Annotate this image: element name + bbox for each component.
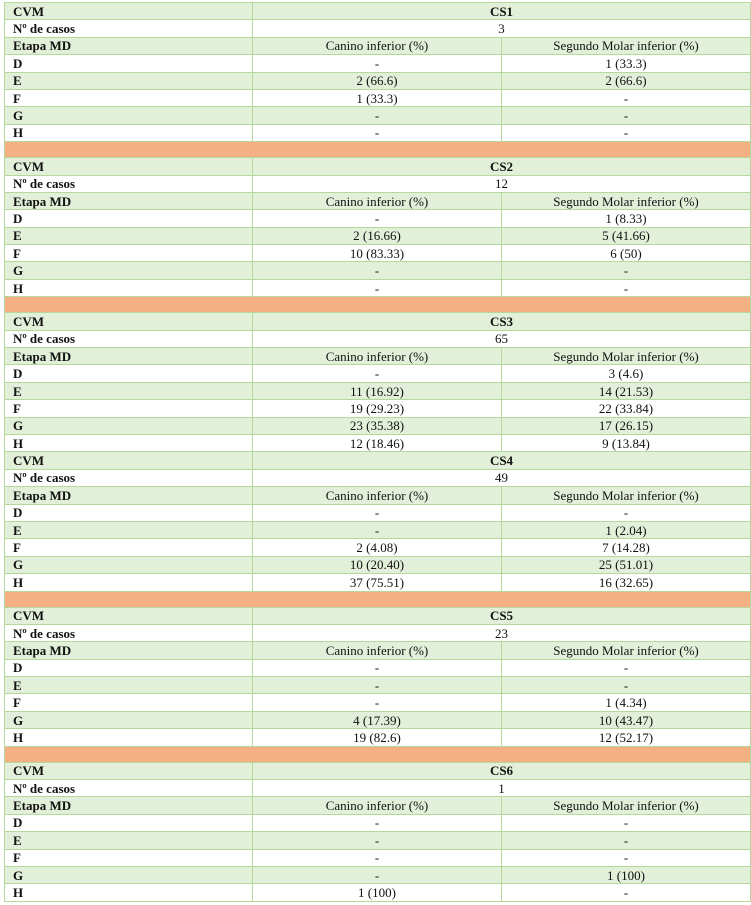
canine-value: 10 (20.40) (253, 556, 502, 573)
table-row (5, 832, 751, 849)
canine-value: - (253, 262, 502, 279)
canine-value: - (253, 521, 502, 538)
cases-label: Nº de casos (5, 780, 253, 797)
stage-cell: G (5, 711, 253, 728)
molar-value: - (502, 107, 751, 124)
table-row (5, 210, 751, 227)
cvm-label: CVM (5, 3, 253, 20)
stage-label: Etapa MD (5, 192, 253, 209)
molar-header: Segundo Molar inferior (%) (502, 797, 751, 814)
molar-value: 1 (8.33) (502, 210, 751, 227)
cases-count: 65 (253, 330, 751, 347)
cases-count: 3 (253, 20, 751, 37)
molar-value: - (502, 884, 751, 901)
canine-value: 1 (33.3) (253, 89, 502, 106)
column-header-row (5, 348, 751, 365)
cvm-header-row (5, 3, 751, 20)
molar-value: 3 (4.6) (502, 365, 751, 382)
cases-count: 49 (253, 469, 751, 486)
stage-cell: G (5, 866, 253, 883)
cvm-header-row (5, 762, 751, 779)
stage-cell: F (5, 694, 253, 711)
table-row (5, 124, 751, 141)
table-row (5, 659, 751, 676)
cvm-label: CVM (5, 452, 253, 469)
stage-cell: G (5, 417, 253, 434)
cases-row (5, 780, 751, 797)
canine-value: 19 (29.23) (253, 400, 502, 417)
table-row (5, 107, 751, 124)
table-row (5, 849, 751, 866)
table-row (5, 417, 751, 434)
molar-value: - (502, 814, 751, 831)
cases-count: 1 (253, 780, 751, 797)
table-row (5, 382, 751, 399)
table-row (5, 245, 751, 262)
molar-value: 5 (41.66) (502, 227, 751, 244)
molar-value: - (502, 262, 751, 279)
molar-value: - (502, 504, 751, 521)
molar-header: Segundo Molar inferior (%) (502, 192, 751, 209)
canine-value: - (253, 677, 502, 694)
molar-value: - (502, 89, 751, 106)
cs-stage-title: CS1 (253, 3, 751, 20)
cs-stage-title: CS3 (253, 313, 751, 330)
cases-label: Nº de casos (5, 330, 253, 347)
cases-label: Nº de casos (5, 624, 253, 641)
cases-row (5, 330, 751, 347)
molar-value: 22 (33.84) (502, 400, 751, 417)
canine-value: 23 (35.38) (253, 417, 502, 434)
canine-header: Canino inferior (%) (253, 348, 502, 365)
stage-cell: F (5, 849, 253, 866)
table-row (5, 866, 751, 883)
canine-value: 37 (75.51) (253, 574, 502, 591)
cases-count: 23 (253, 624, 751, 641)
molar-header: Segundo Molar inferior (%) (502, 487, 751, 504)
stage-cell: F (5, 400, 253, 417)
canine-value: - (253, 832, 502, 849)
column-header-row (5, 192, 751, 209)
separator-row (5, 297, 751, 313)
separator-band (5, 591, 751, 607)
cvm-stage-table (4, 2, 751, 902)
cases-row (5, 20, 751, 37)
canine-header: Canino inferior (%) (253, 797, 502, 814)
molar-header: Segundo Molar inferior (%) (502, 37, 751, 54)
cases-label: Nº de casos (5, 469, 253, 486)
stage-label: Etapa MD (5, 37, 253, 54)
molar-value: - (502, 832, 751, 849)
cs-stage-title: CS2 (253, 158, 751, 175)
stage-cell: H (5, 574, 253, 591)
separator-band (5, 142, 751, 158)
molar-value: - (502, 659, 751, 676)
molar-value: - (502, 279, 751, 296)
cases-count: 12 (253, 175, 751, 192)
cs-stage-title: CS6 (253, 762, 751, 779)
canine-value: - (253, 55, 502, 72)
molar-value: 14 (21.53) (502, 382, 751, 399)
separator-row (5, 591, 751, 607)
column-header-row (5, 797, 751, 814)
molar-value: 10 (43.47) (502, 711, 751, 728)
molar-value: 25 (51.01) (502, 556, 751, 573)
stage-cell: E (5, 521, 253, 538)
separator-row (5, 746, 751, 762)
stage-cell: G (5, 107, 253, 124)
molar-value: - (502, 849, 751, 866)
cvm-label: CVM (5, 158, 253, 175)
table-row (5, 227, 751, 244)
canine-value: 2 (66.6) (253, 72, 502, 89)
stage-cell: H (5, 124, 253, 141)
molar-value: - (502, 124, 751, 141)
table-row (5, 814, 751, 831)
table-row (5, 434, 751, 451)
canine-value: 19 (82.6) (253, 729, 502, 746)
stage-cell: D (5, 365, 253, 382)
canine-value: 12 (18.46) (253, 434, 502, 451)
molar-value: 1 (4.34) (502, 694, 751, 711)
cases-label: Nº de casos (5, 175, 253, 192)
cases-label: Nº de casos (5, 20, 253, 37)
separator-band (5, 297, 751, 313)
stage-label: Etapa MD (5, 642, 253, 659)
stage-cell: E (5, 227, 253, 244)
molar-value: 2 (66.6) (502, 72, 751, 89)
molar-value: 12 (52.17) (502, 729, 751, 746)
stage-cell: D (5, 504, 253, 521)
table-row (5, 521, 751, 538)
table-row (5, 504, 751, 521)
canine-header: Canino inferior (%) (253, 37, 502, 54)
canine-value: 2 (16.66) (253, 227, 502, 244)
stage-cell: H (5, 884, 253, 901)
stage-cell: E (5, 72, 253, 89)
stage-cell: H (5, 729, 253, 746)
table-row (5, 556, 751, 573)
stage-cell: E (5, 832, 253, 849)
cvm-header-row (5, 158, 751, 175)
molar-value: 16 (32.65) (502, 574, 751, 591)
canine-value: 10 (83.33) (253, 245, 502, 262)
cvm-header-row (5, 313, 751, 330)
table-row (5, 89, 751, 106)
table-row (5, 884, 751, 901)
cvm-label: CVM (5, 607, 253, 624)
table-row (5, 400, 751, 417)
cvm-label: CVM (5, 313, 253, 330)
cases-row (5, 624, 751, 641)
canine-value: - (253, 849, 502, 866)
table-row (5, 55, 751, 72)
canine-header: Canino inferior (%) (253, 487, 502, 504)
stage-cell: F (5, 89, 253, 106)
stage-cell: H (5, 434, 253, 451)
stage-cell: G (5, 556, 253, 573)
canine-header: Canino inferior (%) (253, 642, 502, 659)
molar-value: - (502, 677, 751, 694)
stage-cell: F (5, 245, 253, 262)
table-row (5, 677, 751, 694)
canine-value: - (253, 659, 502, 676)
canine-value: - (253, 866, 502, 883)
table-row (5, 694, 751, 711)
canine-value: - (253, 210, 502, 227)
stage-cell: H (5, 279, 253, 296)
canine-value: - (253, 365, 502, 382)
table-row (5, 539, 751, 556)
molar-value: 6 (50) (502, 245, 751, 262)
canine-header: Canino inferior (%) (253, 192, 502, 209)
column-header-row (5, 37, 751, 54)
molar-header: Segundo Molar inferior (%) (502, 348, 751, 365)
table-row (5, 72, 751, 89)
table-row (5, 574, 751, 591)
cases-row (5, 175, 751, 192)
stage-cell: E (5, 382, 253, 399)
molar-value: 1 (2.04) (502, 521, 751, 538)
cvm-label: CVM (5, 762, 253, 779)
table-row (5, 279, 751, 296)
cases-row (5, 469, 751, 486)
separator-row (5, 142, 751, 158)
separator-band (5, 746, 751, 762)
cs-stage-title: CS5 (253, 607, 751, 624)
canine-value: 11 (16.92) (253, 382, 502, 399)
table-row (5, 711, 751, 728)
cvm-header-row (5, 607, 751, 624)
cs-stage-title: CS4 (253, 452, 751, 469)
table-row (5, 262, 751, 279)
cvm-header-row (5, 452, 751, 469)
stage-cell: G (5, 262, 253, 279)
stage-cell: D (5, 210, 253, 227)
stage-cell: D (5, 659, 253, 676)
stage-label: Etapa MD (5, 348, 253, 365)
column-header-row (5, 487, 751, 504)
stage-label: Etapa MD (5, 487, 253, 504)
molar-value: 1 (100) (502, 866, 751, 883)
stage-cell: D (5, 814, 253, 831)
table-row (5, 365, 751, 382)
stage-cell: D (5, 55, 253, 72)
stage-cell: E (5, 677, 253, 694)
canine-value: - (253, 107, 502, 124)
stage-label: Etapa MD (5, 797, 253, 814)
canine-value: 4 (17.39) (253, 711, 502, 728)
molar-header: Segundo Molar inferior (%) (502, 642, 751, 659)
table-row (5, 729, 751, 746)
molar-value: 1 (33.3) (502, 55, 751, 72)
molar-value: 7 (14.28) (502, 539, 751, 556)
canine-value: - (253, 694, 502, 711)
canine-value: - (253, 504, 502, 521)
canine-value: 1 (100) (253, 884, 502, 901)
stage-cell: F (5, 539, 253, 556)
molar-value: 9 (13.84) (502, 434, 751, 451)
table-body (5, 3, 751, 902)
molar-value: 17 (26.15) (502, 417, 751, 434)
column-header-row (5, 642, 751, 659)
canine-value: 2 (4.08) (253, 539, 502, 556)
canine-value: - (253, 814, 502, 831)
canine-value: - (253, 124, 502, 141)
canine-value: - (253, 279, 502, 296)
